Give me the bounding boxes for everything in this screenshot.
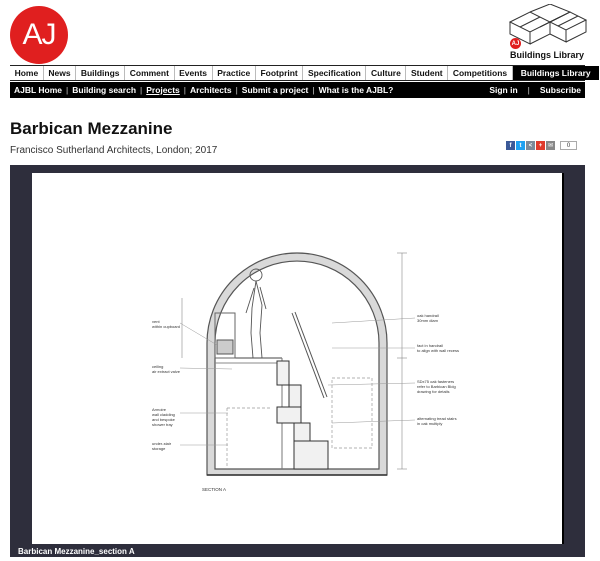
subnav-separator: | <box>183 85 186 95</box>
buildings-library-title: Buildings Library <box>510 50 585 60</box>
subnav-separator: | <box>235 85 238 95</box>
subnav-separator: | <box>140 85 143 95</box>
section-drawing-svg <box>32 173 562 544</box>
share-bar <box>506 141 577 150</box>
section-drawing[interactable] <box>32 173 562 544</box>
plus-icon[interactable]: + <box>536 141 545 150</box>
label-vent: vent <box>152 319 160 324</box>
subnav-what-is-ajbl[interactable]: What is the AJBL? <box>318 85 394 95</box>
section-a-label: SECTION A <box>202 487 227 492</box>
share-icon[interactable]: < <box>526 141 535 150</box>
nav-buildings-library[interactable]: Buildings Library <box>513 66 599 80</box>
label-bespoke: and bespoke <box>152 417 175 422</box>
buildings-library-badge: AJ <box>510 38 521 49</box>
label-fasteners: SDx75 oak fasteners <box>417 379 455 384</box>
label-storage: storage <box>152 446 166 451</box>
nav-footprint[interactable]: Footprint <box>256 66 303 80</box>
label-details: drawing for details <box>417 389 450 394</box>
label-alternating: alternating tread stairs <box>417 416 457 421</box>
nav-home[interactable]: Home <box>10 66 44 80</box>
subscribe-link[interactable]: Subscribe <box>539 85 581 95</box>
subnav-projects[interactable]: Projects <box>146 85 180 95</box>
nav-culture[interactable]: Culture <box>366 66 406 80</box>
sub-navigation <box>10 82 585 98</box>
nav-practice[interactable]: Practice <box>213 66 256 80</box>
aj-logo[interactable]: AJ <box>10 6 68 64</box>
label-armoire: Armoire <box>152 407 167 412</box>
subnav-submit-project[interactable]: Submit a project <box>241 85 309 95</box>
nav-events[interactable]: Events <box>175 66 213 80</box>
facebook-icon[interactable]: f <box>506 141 515 150</box>
subnav-separator: | <box>66 85 69 95</box>
label-oak-multiply: in oak multiply <box>417 421 443 426</box>
nav-student[interactable]: Student <box>406 66 448 80</box>
label-ceiling: ceiling <box>152 364 164 369</box>
label-under-stair: under-stair <box>152 441 172 446</box>
subnav-separator: | <box>312 85 315 95</box>
email-icon[interactable]: ✉ <box>547 143 554 149</box>
subnav-account-links <box>489 85 581 95</box>
nav-comment[interactable]: Comment <box>125 66 174 80</box>
label-wall-cladding: wall cladding <box>152 412 175 417</box>
label-within-cupboard: within cupboard <box>152 324 181 329</box>
label-shower-tray: shower tray <box>152 422 173 427</box>
label-refer: refer to Barbican Bldg <box>417 384 456 389</box>
label-air-extract: air extract valve <box>152 369 181 374</box>
page-title: Barbican Mezzanine <box>10 119 173 138</box>
share-count: 0 <box>560 141 577 150</box>
nav-news[interactable]: News <box>44 66 76 80</box>
twitter-icon[interactable]: t <box>516 141 525 150</box>
nav-specification[interactable]: Specification <box>303 66 366 80</box>
subnav-separator: | <box>527 85 530 95</box>
label-fact-in-handrail: fact in handrail <box>417 343 444 348</box>
subnav-building-search[interactable]: Building search <box>72 85 137 95</box>
image-viewer[interactable] <box>10 165 585 557</box>
subnav-ajbl-home[interactable]: AJBL Home <box>14 85 63 95</box>
nav-buildings[interactable]: Buildings <box>76 66 125 80</box>
main-navigation <box>10 65 591 81</box>
label-align-wall: to align with wall recess <box>417 348 460 353</box>
sign-in-link[interactable]: Sign in <box>489 85 518 95</box>
image-caption: Barbican Mezzanine_section A <box>18 547 135 556</box>
label-30mm: 30mm diam <box>417 318 438 323</box>
subnav-architects[interactable]: Architects <box>190 85 232 95</box>
nav-competitions[interactable]: Competitions <box>448 66 513 80</box>
project-subtitle: Francisco Sutherland Architects, London; 2017 <box>10 145 218 156</box>
label-oak-handrail: oak handrail <box>417 313 439 318</box>
